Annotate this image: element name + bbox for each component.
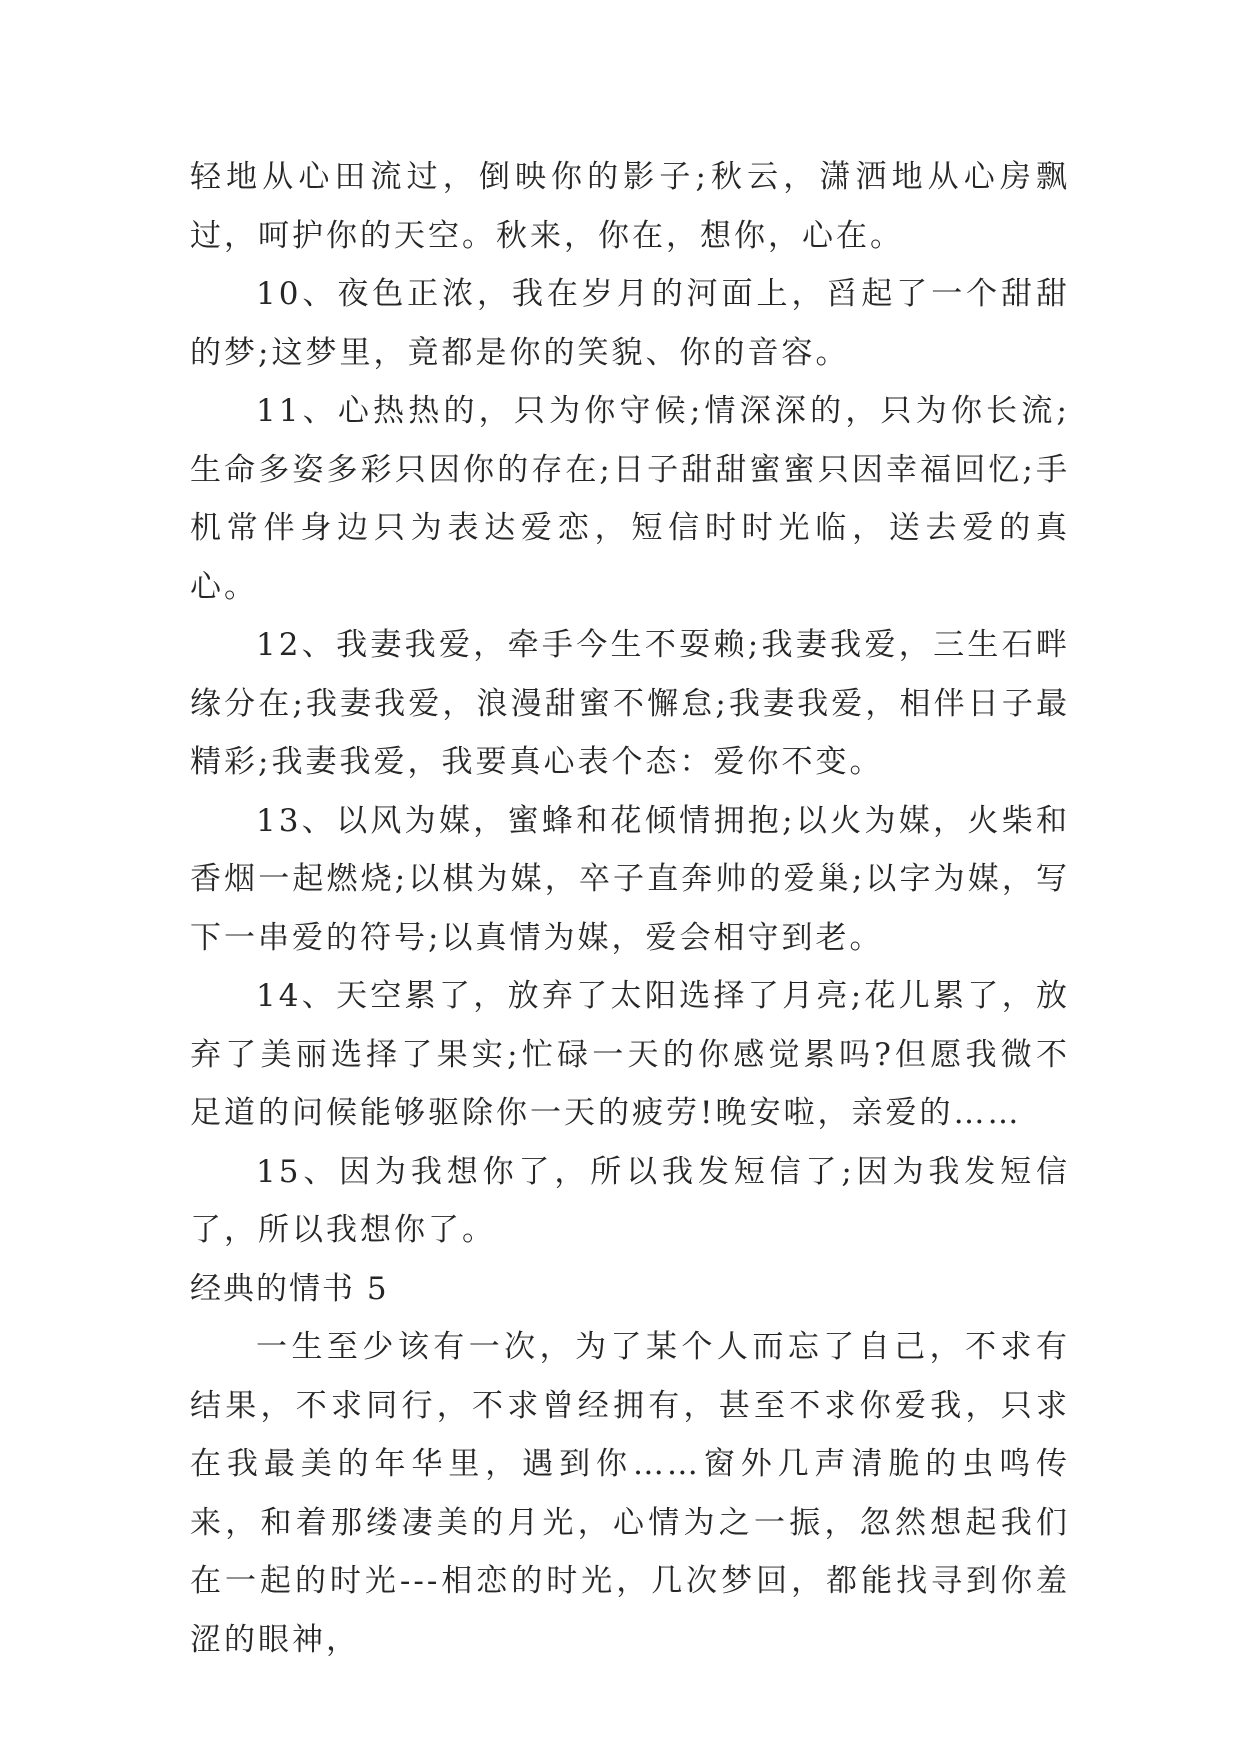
paragraph-item-15: 15、因为我想你了，所以我发短信了;因为我发短信了，所以我想你了。 — [190, 1153, 1070, 1248]
section-heading: 经典的情书 5 — [190, 1270, 389, 1307]
paragraph-item-12: 12、我妻我爱，牵手今生不耍赖;我妻我爱，三生石畔缘分在;我妻我爱，浪漫甜蜜不懈怠;我妻我爱，相伴日子最精彩;我妻我爱，我要真心表个态：爱你不变。 — [190, 627, 1070, 780]
paragraph-item-11: 11、心热热的，只为你守候;情深深的，只为你长流;生命多姿多彩只因你的存在;日子甜甜蜜蜜只因幸福回忆;手机常伴身边只为表达爱恋，短信时时光临，送去爱的真心。 — [190, 393, 1070, 605]
paragraph-item-10: 10、夜色正浓，我在岁月的河面上，舀起了一个甜甜的梦;这梦里，竟都是你的笑貌、你的音容。 — [190, 276, 1070, 371]
paragraph-item-14: 14、天空累了，放弃了太阳选择了月亮;花儿累了，放弃了美丽选择了果实;忙碌一天的你感觉累吗?但愿我微不足道的问候能够驱除你一天的疲劳!晚安啦，亲爱的…… — [190, 978, 1070, 1131]
paragraph-continuation: 轻地从心田流过，倒映你的影子;秋云，潇洒地从心房飘过，呵护你的天空。秋来，你在，想你，心在。 — [190, 159, 1070, 254]
paragraph-item-13: 13、以风为媒，蜜蜂和花倾情拥抱;以火为媒，火柴和香烟一起燃烧;以棋为媒，卒子直奔帅的爱巢;以字为媒，写下一串爱的符号;以真情为媒，爱会相守到老。 — [190, 802, 1070, 956]
document-page — [190, 148, 1070, 1669]
paragraph-love-letter-5: 一生至少该有一次，为了某个人而忘了自己，不求有结果，不求同行，不求曾经拥有，甚至不求你爱我，只求在我最美的年华里，遇到你……窗外几声清脆的虫鸣传来，和着那缕凄美的月光，心情为之一振，忽然想起我们在一起的时光---相恋的时光，几次梦回，都能找寻到你羞涩的眼神， — [190, 1329, 1070, 1658]
